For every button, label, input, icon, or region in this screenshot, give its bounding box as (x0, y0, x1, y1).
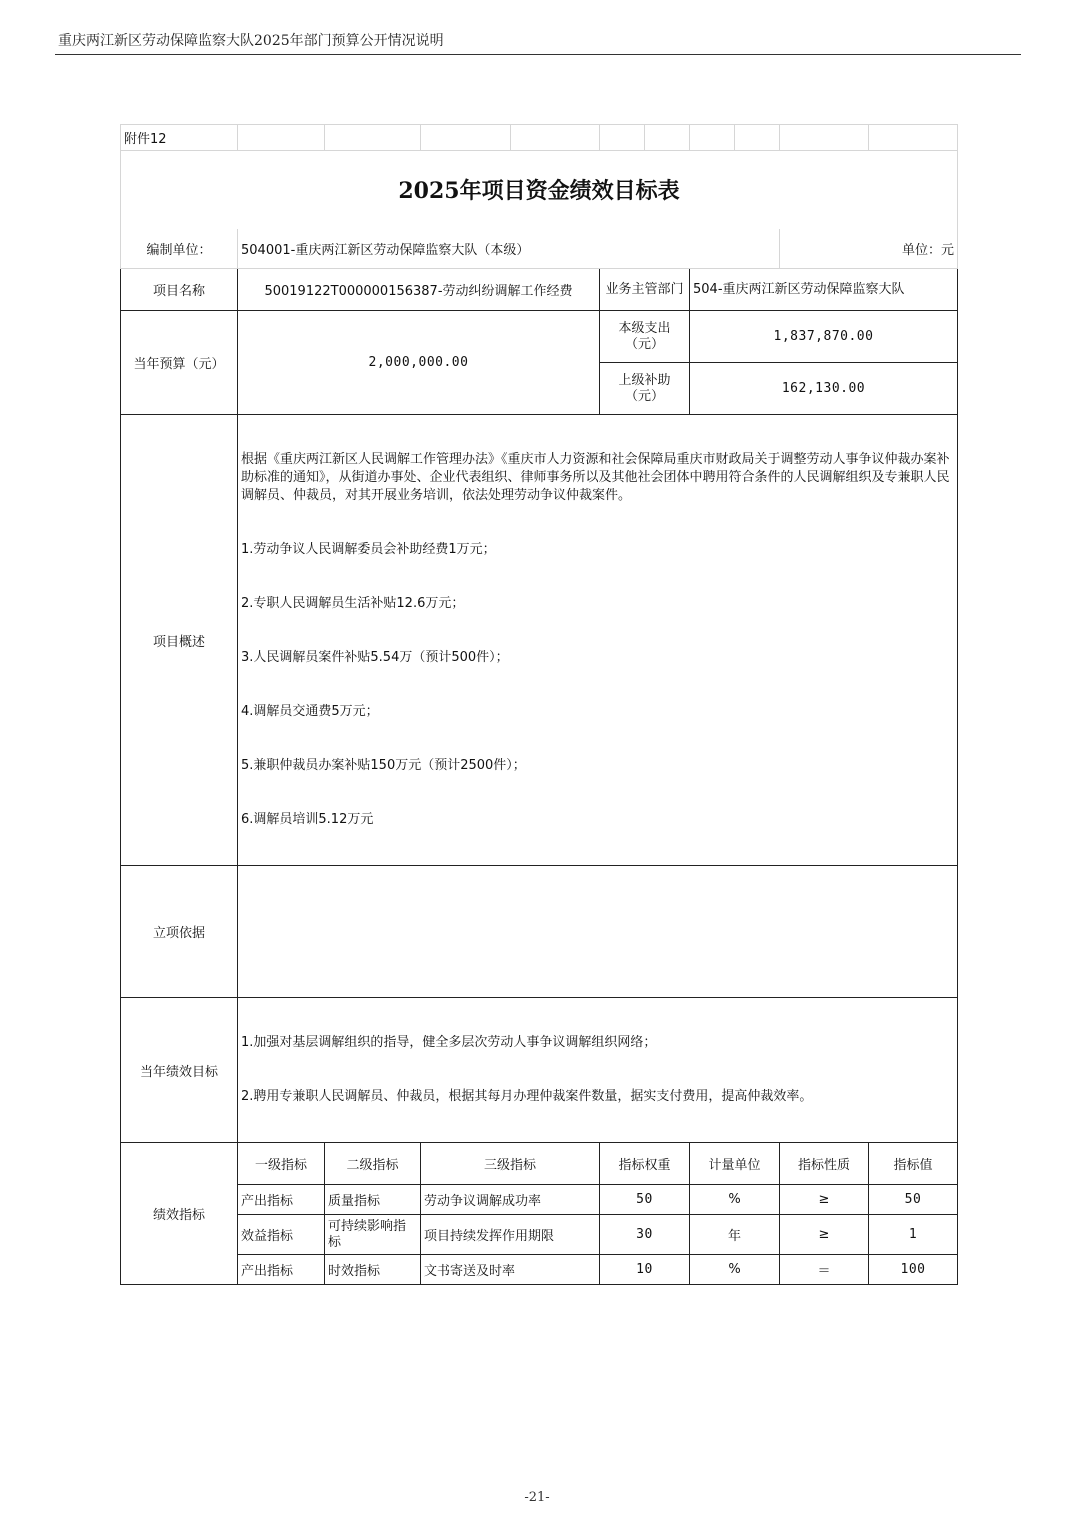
goal-line: 1.加强对基层调解组织的指导，健全多层次劳动人事争议调解组织网络； (241, 1035, 657, 1050)
indicator-cell: 项目持续发挥作用期限 (421, 1215, 600, 1255)
project-name-row (121, 269, 958, 311)
indicator-cell: 30 (600, 1215, 690, 1255)
indicator-cell: 产出指标 (238, 1185, 325, 1215)
own-spend-value: 1,837,870.00 (690, 311, 958, 363)
goal-row (121, 998, 958, 1143)
overview-label: 项目概述 (121, 415, 238, 866)
overview-line: 5.兼职仲裁员办案补贴150万元（预计2500件）； (241, 758, 526, 773)
overview-line: 1.劳动争议人民调解委员会补助经费1万元； (241, 542, 496, 557)
basis-value (238, 866, 958, 998)
indicator-cell: 1 (869, 1215, 958, 1255)
indicator-cell: 10 (600, 1255, 690, 1285)
indicator-header: 计量单位 (690, 1143, 780, 1185)
indicator-cell: 时效指标 (325, 1255, 421, 1285)
table-row (121, 1185, 958, 1215)
unit-label: 单位：元 (780, 229, 958, 269)
title-row (121, 151, 958, 229)
indicator-header: 三级指标 (421, 1143, 600, 1185)
goal-line: 2.聘用专兼职人民调解员、仲裁员，根据其每月办理仲裁案件数量，据实支付费用，提高仲裁效率。 (241, 1089, 813, 1104)
indicator-cell: ≥ (780, 1215, 869, 1255)
attachment-label: 附件12 (121, 125, 238, 151)
indicator-header-row (121, 1143, 958, 1185)
table-row (121, 1215, 958, 1255)
own-spend-label: 本级支出（元） (600, 311, 690, 363)
indicator-cell: 效益指标 (238, 1215, 325, 1255)
indicator-header: 一级指标 (238, 1143, 325, 1185)
indicator-cell: ＝ (780, 1255, 869, 1285)
goal-text (238, 998, 958, 1143)
overview-line: 根据《重庆两江新区人民调解工作管理办法》《重庆市人力资源和社会保障局重庆市财政局关于调整劳动人事争议仲裁办案补助标准的通知》，从街道办事处、企业代表组织、律师事务所以及其他社会团体中聘用符合条件的人民调解组织及专兼职人民调解员、仲裁员，对其开展业务培训，依法处理劳动争议仲裁案件。 (241, 452, 950, 503)
org-label: 编制单位： (121, 229, 238, 269)
table-title: 2025年项目资金绩效目标表 (121, 151, 958, 229)
overview-line: 6.调解员培训5.12万元 (241, 812, 374, 827)
indicator-header: 指标权重 (600, 1143, 690, 1185)
dept-label: 业务主管部门 (600, 269, 690, 311)
indicator-cell: % (690, 1255, 780, 1285)
budget-label: 当年预算（元） (121, 311, 238, 415)
overview-line: 2.专职人民调解员生活补贴12.6万元； (241, 596, 465, 611)
goal-label: 当年绩效目标 (121, 998, 238, 1143)
indicator-header: 指标值 (869, 1143, 958, 1185)
overview-line: 3.人民调解员案件补贴5.54万（预计500件）； (241, 650, 509, 665)
subsidy-value: 162,130.00 (690, 363, 958, 415)
indicators-label: 绩效指标 (121, 1143, 238, 1285)
org-value: 504001-重庆两江新区劳动保障监察大队（本级） (238, 229, 780, 269)
org-row (121, 229, 958, 269)
performance-table (120, 124, 958, 1285)
indicator-header: 指标性质 (780, 1143, 869, 1185)
indicator-cell: 产出指标 (238, 1255, 325, 1285)
budget-value: 2,000,000.00 (238, 311, 600, 415)
indicator-header: 二级指标 (325, 1143, 421, 1185)
indicator-cell: 文书寄送及时率 (421, 1255, 600, 1285)
project-name-label: 项目名称 (121, 269, 238, 311)
table-row (121, 1255, 958, 1285)
indicator-cell: 可持续影响指标 (325, 1215, 421, 1255)
indicator-cell: 年 (690, 1215, 780, 1255)
indicator-cell: 50 (600, 1185, 690, 1215)
project-name-value: 50019122T000000156387-劳动纠纷调解工作经费 (238, 269, 600, 311)
indicator-cell: % (690, 1185, 780, 1215)
page-header: 重庆两江新区劳动保障监察大队2025年部门预算公开情况说明 (58, 33, 444, 49)
dept-value: 504-重庆两江新区劳动保障监察大队 (690, 269, 958, 311)
page-number: -21- (524, 1490, 550, 1505)
indicator-cell: ≥ (780, 1185, 869, 1215)
subsidy-label: 上级补助（元） (600, 363, 690, 415)
overview-line: 4.调解员交通费5万元； (241, 704, 379, 719)
performance-table-sheet (120, 124, 958, 1285)
indicator-cell: 劳动争议调解成功率 (421, 1185, 600, 1215)
indicator-cell: 100 (869, 1255, 958, 1285)
budget-row (121, 311, 958, 363)
overview-row (121, 415, 958, 866)
indicator-cell: 质量指标 (325, 1185, 421, 1215)
indicator-cell: 50 (869, 1185, 958, 1215)
header-rule (55, 54, 1021, 55)
attachment-row (121, 125, 958, 151)
overview-text (238, 415, 958, 866)
basis-label: 立项依据 (121, 866, 238, 998)
basis-row (121, 866, 958, 998)
